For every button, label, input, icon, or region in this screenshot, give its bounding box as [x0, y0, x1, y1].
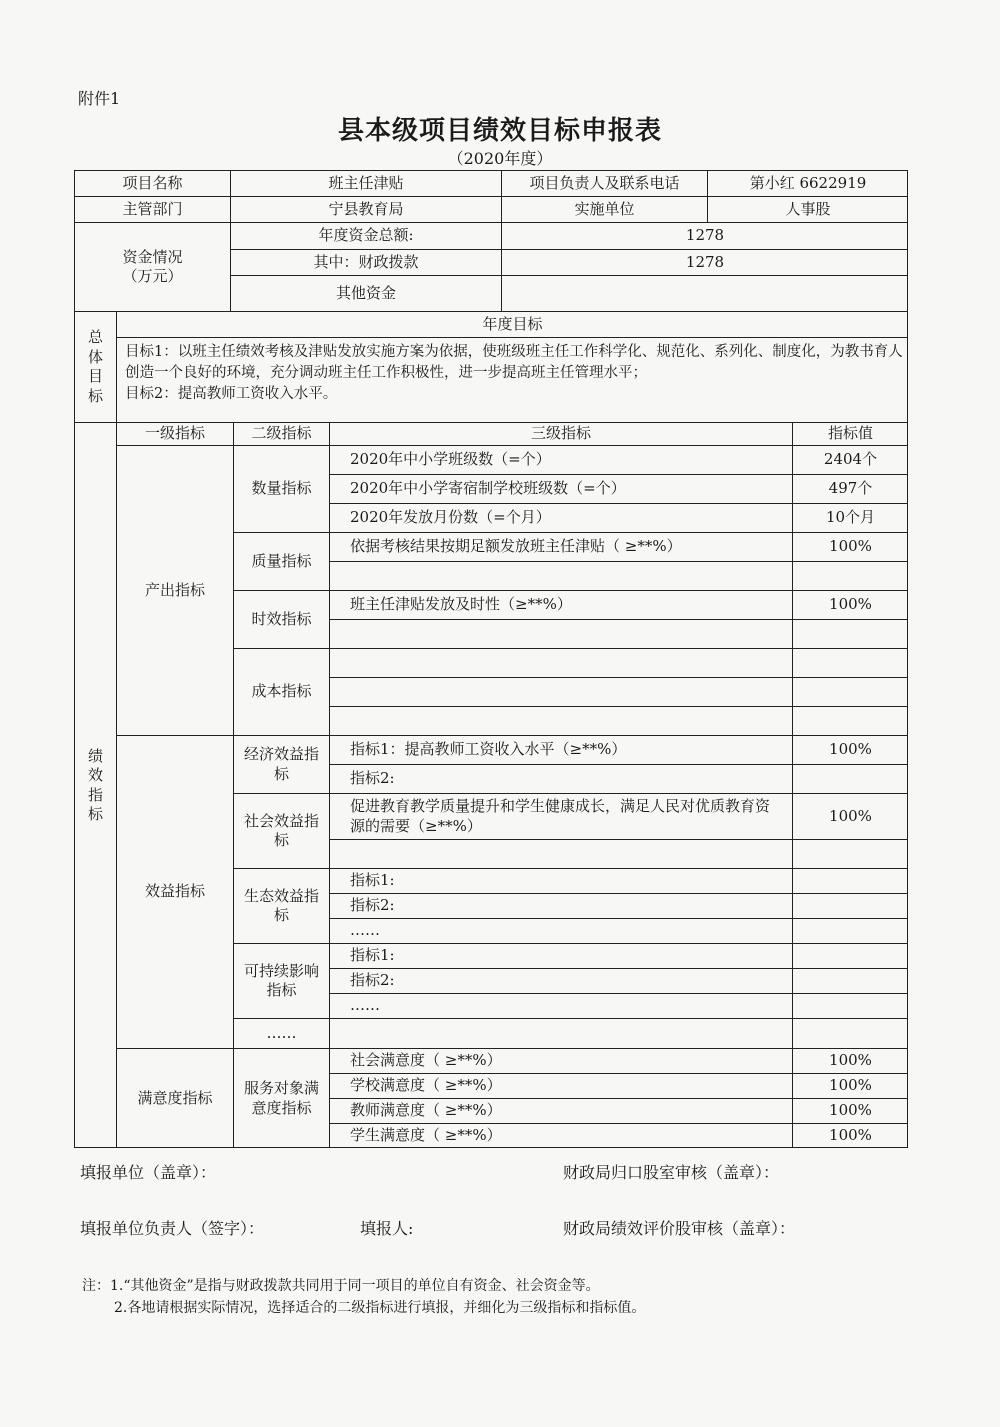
eco-row-3-value: [792, 918, 908, 943]
indicators-side-char: 指: [87, 785, 103, 804]
col-level1-header: 一级指标: [116, 422, 233, 445]
more-indicators-value: [792, 1018, 908, 1048]
funds-fiscal-label: 其中：财政拨款: [230, 249, 501, 275]
cost-row-3: [329, 706, 792, 735]
cost-row-1-value: [792, 648, 908, 677]
quality-row-1-value: 100%: [792, 532, 908, 561]
social-row-1-name: 促进教育教学质量提升和学生健康成长，满足人民对优质教育资源的需要（≥**%）: [329, 793, 792, 839]
more-indicators-row: [329, 1018, 792, 1048]
timeliness-row-empty-value: [792, 619, 908, 648]
note-2: 2.各地请根据实际情况，选择适合的二级指标进行填报，并细化为三级指标和指标值。: [114, 1299, 646, 1316]
satisfaction-row-3-value: 100%: [792, 1098, 908, 1123]
cost-indicator-label: 成本指标: [233, 648, 329, 735]
finance-review-label: 财政局归口股室审核（盖章）：: [563, 1163, 780, 1182]
social-indicator-label: 社会效益指标: [233, 793, 329, 868]
performance-form-table: [74, 170, 908, 1148]
quality-row-1-name: 依据考核结果按期足额发放班主任津贴（ ≥**%）: [329, 532, 792, 561]
note-1: 注：1.“其他资金”是指与财政拨款共同用于同一项目的单位自有资金、社会资金等。: [82, 1278, 600, 1294]
satisfaction-row-4-name: 学生满意度（ ≥**%）: [329, 1123, 792, 1148]
sustain-row-2-value: [792, 968, 908, 993]
cost-row-3-value: [792, 706, 908, 735]
funds-total-value: 1278: [501, 222, 908, 249]
quality-row-empty: [329, 561, 792, 590]
page-title: 县本级项目绩效目标申报表: [337, 116, 662, 146]
satisfaction-indicator-label: 满意度指标: [116, 1048, 233, 1148]
satisfaction-row-1-name: 社会满意度（ ≥**%）: [329, 1048, 792, 1073]
attachment-label: 附件1: [78, 89, 121, 108]
col-level3-header: 三级指标: [329, 422, 792, 445]
funds-label-line2: （万元）: [122, 267, 183, 285]
satisfaction-row-4-value: 100%: [792, 1123, 908, 1148]
contact-label: 项目负责人及联系电话: [501, 170, 707, 196]
contact-value: 第小红 6622919: [707, 170, 908, 196]
sustain-row-3-value: [792, 993, 908, 1018]
indicators-side-char: 标: [87, 805, 103, 823]
dept-label: 主管部门: [74, 196, 230, 222]
eco-row-1: 指标1:: [329, 868, 792, 893]
social-row-empty: [329, 839, 792, 868]
funds-label-line1: 资金情况: [122, 247, 183, 266]
funds-other-label: 其他资金: [230, 275, 501, 311]
quantity-row-3-name: 2020年发放月份数（=个月）: [329, 503, 792, 532]
timeliness-row-empty: [329, 619, 792, 648]
col-level2-header: 二级指标: [233, 422, 329, 445]
social-row-empty-value: [792, 839, 908, 868]
eco-row-2: 指标2:: [329, 893, 792, 918]
benefit-indicator-label: 效益指标: [116, 735, 233, 1048]
timeliness-row-1-value: 100%: [792, 590, 908, 619]
quality-row-empty-value: [792, 561, 908, 590]
quality-indicator-label: 质量指标: [233, 532, 329, 590]
satisfaction-row-1-value: 100%: [792, 1048, 908, 1073]
economic-indicator-label: 经济效益指标: [233, 735, 329, 793]
notes: [82, 1276, 645, 1319]
eco-indicator-label: 生态效益指标: [233, 868, 329, 943]
satisfaction-row-2-name: 学校满意度（ ≥**%）: [329, 1073, 792, 1098]
cost-row-1: [329, 648, 792, 677]
sustain-row-3: ……: [329, 993, 792, 1018]
indicators-side-label: [74, 422, 116, 1148]
goals-text: [121, 340, 907, 407]
timeliness-indicator-label: 时效指标: [233, 590, 329, 648]
quantity-row-2-value: 497个: [792, 474, 908, 503]
funds-other-value: [501, 275, 908, 311]
economic-row-2-name: 指标2:: [329, 764, 792, 793]
cost-row-2: [329, 677, 792, 706]
indicators-side-char: 效: [87, 766, 103, 784]
funds-fiscal-value: 1278: [501, 249, 908, 275]
project-name-value: 班主任津贴: [230, 170, 501, 196]
sustain-row-1: 指标1:: [329, 943, 792, 968]
output-indicator-label: 产出指标: [116, 445, 233, 735]
timeliness-row-1-name: 班主任津贴发放及时性（≥**%）: [329, 590, 792, 619]
sustain-row-1-value: [792, 943, 908, 968]
funds-label: [74, 222, 230, 311]
quantity-row-2-name: 2020年中小学寄宿制学校班级数（=个）: [329, 474, 792, 503]
sustain-row-2: 指标2:: [329, 968, 792, 993]
year-subtitle: （2020年度）: [447, 149, 553, 168]
economic-row-1-name: 指标1：提高教师工资收入水平（≥**%）: [329, 735, 792, 764]
goals-side-label: [74, 311, 116, 422]
cost-row-2-value: [792, 677, 908, 706]
impl-label: 实施单位: [501, 196, 707, 222]
goals-header: 年度目标: [116, 311, 908, 337]
unit-head-label: 填报单位负责人（签字）：: [80, 1219, 265, 1238]
unit-seal-label: 填报单位（盖章）：: [80, 1163, 217, 1182]
eco-row-3: ……: [329, 918, 792, 943]
quantity-row-1-value: 2404个: [792, 445, 908, 474]
col-value-header: 指标值: [792, 422, 908, 445]
sustain-indicator-label: 可持续影响指标: [233, 943, 329, 1018]
satisfaction-row-3-name: 教师满意度（ ≥**%）: [329, 1098, 792, 1123]
social-row-1-value: 100%: [792, 793, 908, 839]
service-satisfaction-label: 服务对象满意度指标: [233, 1048, 329, 1148]
goals-side-char: 目: [87, 367, 103, 385]
perf-review-label: 财政局绩效评价股审核（盖章）：: [563, 1219, 796, 1238]
quantity-indicator-label: 数量指标: [233, 445, 329, 532]
quantity-row-3-value: 10个月: [792, 503, 908, 532]
project-name-label: 项目名称: [74, 170, 230, 196]
eco-row-1-value: [792, 868, 908, 893]
economic-row-1-value: 100%: [792, 735, 908, 764]
eco-row-2-value: [792, 893, 908, 918]
satisfaction-row-2-value: 100%: [792, 1073, 908, 1098]
goals-side-char: 标: [87, 386, 103, 405]
goals-side-char: 总: [87, 328, 103, 346]
impl-value: 人事股: [707, 196, 908, 222]
goals-side-char: 体: [87, 347, 103, 366]
indicators-side-char: 绩: [87, 746, 103, 765]
goal-2: 目标2：提高教师工资收入水平。: [125, 386, 338, 403]
quantity-row-1-name: 2020年中小学班级数（=个）: [329, 445, 792, 474]
economic-row-2-value: [792, 764, 908, 793]
more-indicators-label: ……: [233, 1018, 329, 1048]
funds-total-label: 年度资金总额:: [230, 222, 501, 249]
dept-value: 宁县教育局: [230, 196, 501, 222]
goal-1: 目标1：以班主任绩效考核及津贴发放实施方案为依据，使班级班主任工作科学化、规范化、系列化、制度化，为教书育人创造一个良好的环境，充分调动班主任工作积极性，进一步提高班主任管理水平；: [125, 344, 903, 382]
filler-label: 填报人:: [360, 1219, 414, 1238]
